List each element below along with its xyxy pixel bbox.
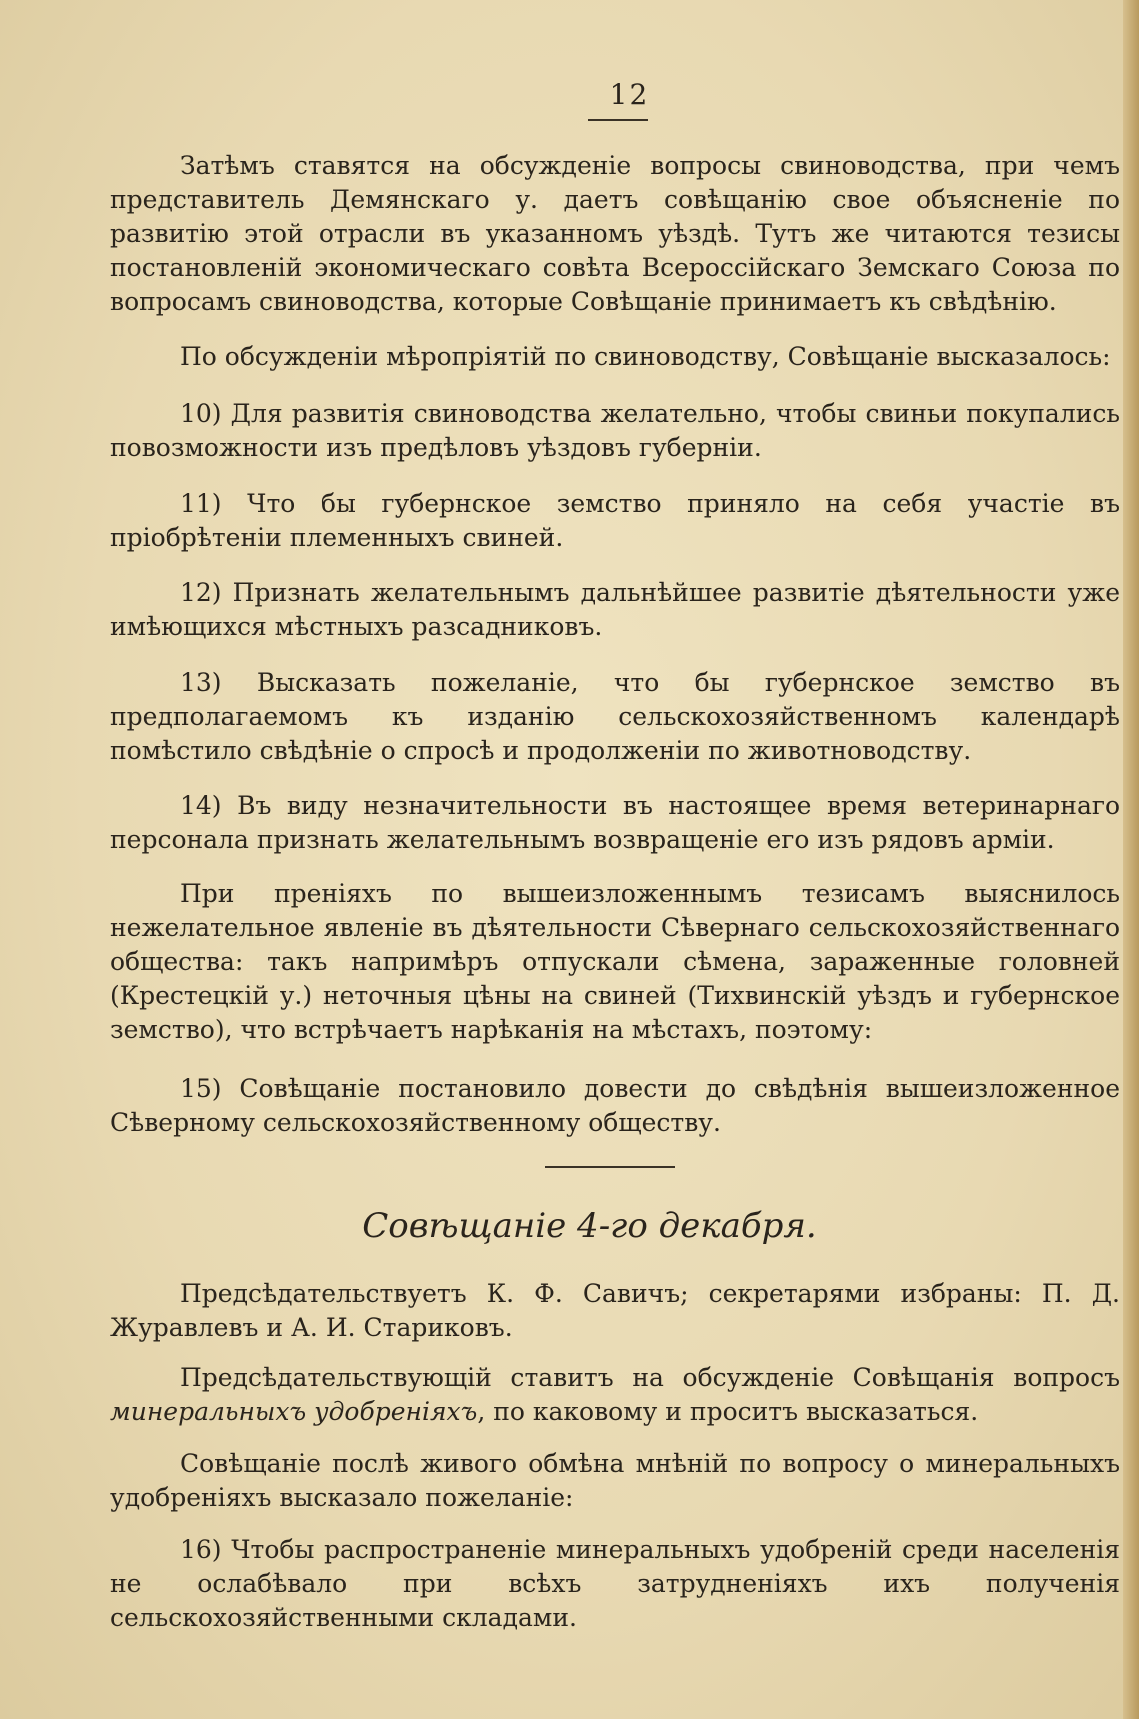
page-number: 12 [609,78,650,111]
fertilizer-text-end: , по каковому и проситъ высказаться. [477,1397,979,1426]
fertilizer-italic-term: минеральныхъ удобреніяхъ [110,1397,478,1426]
resolution-10: 10) Для развитія свиноводства желательно, чтобы свиньи покупались повозможности изъ предѣловъ уѣздовъ губерніи. [110,399,1120,462]
resolution-12: 12) Признать желательнымъ дальнѣйшее развитіе дѣятельности уже имѣющихся мѣстныхъ разсадниковъ. [110,578,1120,641]
resolution-16: 16) Чтобы распространеніе минеральныхъ удобреній среди населенія не ослабѣвало при всѣхъ затрудненіяхъ ихъ полученія сельскохозяйственными складами. [110,1535,1120,1632]
section-divider [545,1166,675,1168]
paragraph-measures-intro: По обсужденіи мѣропріятій по свиноводству, Совѣщаніе высказалось: [180,342,1111,371]
page-number-underline [588,119,648,121]
fertilizer-text-start: Предсѣдательствующій ставитъ на обсужденіе Совѣщанія вопросъ [180,1363,1120,1392]
paragraph-exchange-of-opinions: Совѣщаніе послѣ живого обмѣна мнѣній по вопросу о минеральныхъ удобреніяхъ высказало пожеланіе: [110,1449,1120,1512]
resolution-15: 15) Совѣщаніе постановило довести до свѣдѣнія вышеизложенное Сѣверному сельскохозяйственному обществу. [110,1074,1120,1137]
resolution-11: 11) Что бы губернское земство приняло на себя участіе въ пріобрѣтеніи племенныхъ свиней. [110,489,1120,552]
page-edge-shadow [1123,0,1139,1719]
paragraph-chair: Предсѣдательствуетъ К. Ф. Савичъ; секретарями избраны: П. Д. Журавлевъ и А. И. Стариковъ. [110,1279,1120,1342]
resolution-13: 13) Высказать пожеланіе, что бы губернское земство въ предполагаемомъ къ изданію сельскохозяйственномъ календарѣ помѣстило свѣдѣніе о спросѣ и продолженіи по животноводству. [110,668,1120,765]
section-heading: Совѣщаніе 4-го декабря. [362,1206,817,1246]
paragraph-pig-breeding-intro: Затѣмъ ставятся на обсужденіе вопросы свиноводства, при чемъ представитель Демянскаго у. даетъ совѣщанію свое объясненіе по развитію этой отрасли въ указанномъ уѣздѣ. Тутъ же читаются тезисы постановленій экономическаго совѣта Всероссійскаго Земскаго Союза по вопросамъ свиноводства, которые Совѣщаніе принимаетъ къ свѣдѣнію. [110,151,1120,316]
paragraph-fertilizer-question [110,1361,1120,1429]
paragraph-debates: При преніяхъ по вышеизложеннымъ тезисамъ выяснилось нежелательное явленіе въ дѣятельности Сѣвернаго сельскохозяйственнаго общества: такъ напримѣръ отпускали сѣмена, зараженные головней (Крестецкій у.) неточныя цѣны на свиней (Тихвинскій уѣздъ и губернское земство), что встрѣчаетъ нарѣканія на мѣстахъ, поэтому: [110,879,1120,1044]
resolution-14: 14) Въ виду незначительности въ настоящее время ветеринарнаго персонала признать желательнымъ возвращеніе его изъ рядовъ арміи. [110,791,1120,854]
